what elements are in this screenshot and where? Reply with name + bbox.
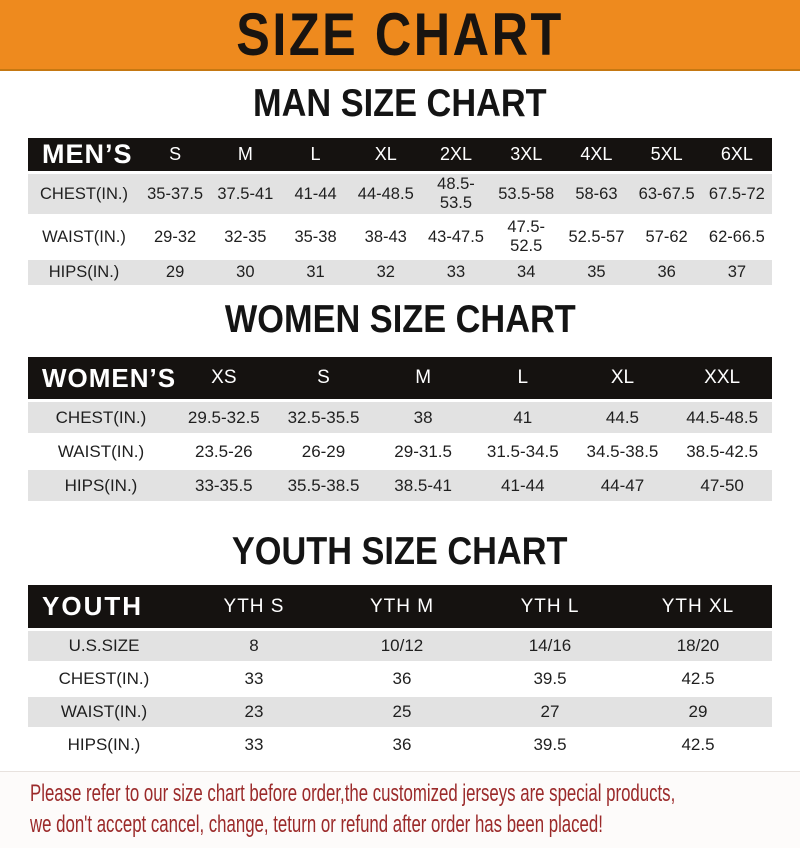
size-value-cell: 31.5-34.5 — [473, 436, 573, 467]
size-value-cell: 27 — [476, 697, 624, 727]
youth-size-table — [28, 582, 772, 763]
size-value-cell: 34 — [491, 260, 561, 285]
youth-section-heading — [0, 530, 800, 573]
size-value-cell: 38.5-41 — [373, 470, 473, 501]
size-value-cell: 43-47.5 — [421, 217, 491, 257]
row-label: WAIST(IN.) — [28, 217, 140, 257]
size-value-cell: 33 — [180, 730, 328, 760]
row-label: WAIST(IN.) — [28, 697, 180, 727]
row-label: U.S.SIZE — [28, 631, 180, 661]
table-corner-label: YOUTH — [28, 585, 180, 628]
size-column-header: XL — [573, 357, 673, 399]
row-label: HIPS(IN.) — [28, 260, 140, 285]
size-column-header: XS — [174, 357, 274, 399]
table-row — [28, 260, 772, 285]
size-value-cell: 41-44 — [473, 470, 573, 501]
size-column-header: 6XL — [702, 138, 772, 171]
table-corner-label: WOMEN’S — [28, 357, 174, 399]
size-value-cell: 41-44 — [280, 174, 350, 214]
size-column-header: YTH XL — [624, 585, 772, 628]
size-column-header: M — [210, 138, 280, 171]
size-value-cell: 57-62 — [632, 217, 702, 257]
women-section-heading — [0, 298, 800, 341]
size-value-cell: 48.5-53.5 — [421, 174, 491, 214]
table-row — [28, 402, 772, 433]
table-row — [28, 730, 772, 760]
size-value-cell: 31 — [280, 260, 350, 285]
size-value-cell: 32.5-35.5 — [274, 402, 374, 433]
row-label: CHEST(IN.) — [28, 174, 140, 214]
size-column-header: 2XL — [421, 138, 491, 171]
size-value-cell: 63-67.5 — [632, 174, 702, 214]
size-value-cell: 14/16 — [476, 631, 624, 661]
man-section-heading — [0, 82, 800, 125]
table-corner-label: MEN’S — [28, 138, 140, 171]
size-value-cell: 38-43 — [351, 217, 421, 257]
size-column-header: XL — [351, 138, 421, 171]
size-value-cell: 36 — [632, 260, 702, 285]
size-value-cell: 39.5 — [476, 664, 624, 694]
size-column-header: M — [373, 357, 473, 399]
size-value-cell: 23.5-26 — [174, 436, 274, 467]
size-chart-banner — [0, 0, 800, 71]
table-row — [28, 697, 772, 727]
size-value-cell: 35 — [561, 260, 631, 285]
size-value-cell: 32-35 — [210, 217, 280, 257]
size-value-cell: 10/12 — [328, 631, 476, 661]
table-row — [28, 436, 772, 467]
size-value-cell: 44.5-48.5 — [672, 402, 772, 433]
size-value-cell: 8 — [180, 631, 328, 661]
size-column-header: 4XL — [561, 138, 631, 171]
size-value-cell: 37 — [702, 260, 772, 285]
size-value-cell: 33 — [421, 260, 491, 285]
table-header-row — [28, 138, 772, 171]
size-column-header: 3XL — [491, 138, 561, 171]
size-value-cell: 36 — [328, 664, 476, 694]
size-value-cell: 44-48.5 — [351, 174, 421, 214]
women-section-heading-text: WOMEN SIZE CHART — [224, 298, 576, 341]
size-column-header: S — [274, 357, 374, 399]
size-column-header: L — [280, 138, 350, 171]
row-label: HIPS(IN.) — [28, 470, 174, 501]
size-value-cell: 26-29 — [274, 436, 374, 467]
size-value-cell: 29 — [140, 260, 210, 285]
row-label: WAIST(IN.) — [28, 436, 174, 467]
size-value-cell: 25 — [328, 697, 476, 727]
size-value-cell: 37.5-41 — [210, 174, 280, 214]
size-value-cell: 33 — [180, 664, 328, 694]
size-value-cell: 32 — [351, 260, 421, 285]
table-row — [28, 470, 772, 501]
size-column-header: 5XL — [632, 138, 702, 171]
size-value-cell: 52.5-57 — [561, 217, 631, 257]
size-value-cell: 47.5-52.5 — [491, 217, 561, 257]
row-label: HIPS(IN.) — [28, 730, 180, 760]
order-policy-note-line-1: Please refer to our size chart before order,the customized jerseys are special products, — [30, 780, 676, 807]
size-value-cell: 35-37.5 — [140, 174, 210, 214]
table-header-row — [28, 357, 772, 399]
banner-title: SIZE CHART — [236, 0, 564, 68]
order-policy-note — [0, 771, 800, 848]
table-header-row — [28, 585, 772, 628]
size-value-cell: 23 — [180, 697, 328, 727]
size-value-cell: 53.5-58 — [491, 174, 561, 214]
size-value-cell: 30 — [210, 260, 280, 285]
womens-size-table — [28, 354, 772, 504]
man-section-heading-text: MAN SIZE CHART — [253, 82, 547, 125]
size-value-cell: 44.5 — [573, 402, 673, 433]
order-policy-note-line-2: we don't accept cancel, change, teturn or refund after order has been placed! — [30, 811, 603, 838]
size-value-cell: 29.5-32.5 — [174, 402, 274, 433]
size-column-header: YTH S — [180, 585, 328, 628]
size-value-cell: 39.5 — [476, 730, 624, 760]
size-value-cell: 33-35.5 — [174, 470, 274, 501]
size-value-cell: 58-63 — [561, 174, 631, 214]
size-value-cell: 29-31.5 — [373, 436, 473, 467]
table-row — [28, 174, 772, 214]
size-value-cell: 62-66.5 — [702, 217, 772, 257]
size-value-cell: 38 — [373, 402, 473, 433]
size-value-cell: 41 — [473, 402, 573, 433]
size-value-cell: 34.5-38.5 — [573, 436, 673, 467]
size-value-cell: 42.5 — [624, 664, 772, 694]
size-value-cell: 35.5-38.5 — [274, 470, 374, 501]
table-row — [28, 631, 772, 661]
size-value-cell: 18/20 — [624, 631, 772, 661]
mens-size-table — [28, 135, 772, 288]
size-column-header: S — [140, 138, 210, 171]
size-column-header: YTH L — [476, 585, 624, 628]
row-label: CHEST(IN.) — [28, 402, 174, 433]
size-value-cell: 29 — [624, 697, 772, 727]
size-value-cell: 42.5 — [624, 730, 772, 760]
size-column-header: YTH M — [328, 585, 476, 628]
size-value-cell: 44-47 — [573, 470, 673, 501]
size-value-cell: 67.5-72 — [702, 174, 772, 214]
size-column-header: XXL — [672, 357, 772, 399]
size-value-cell: 29-32 — [140, 217, 210, 257]
table-row — [28, 217, 772, 257]
size-value-cell: 47-50 — [672, 470, 772, 501]
size-value-cell: 36 — [328, 730, 476, 760]
table-row — [28, 664, 772, 694]
youth-section-heading-text: YOUTH SIZE CHART — [232, 530, 568, 573]
size-value-cell: 35-38 — [280, 217, 350, 257]
size-value-cell: 38.5-42.5 — [672, 436, 772, 467]
size-column-header: L — [473, 357, 573, 399]
row-label: CHEST(IN.) — [28, 664, 180, 694]
